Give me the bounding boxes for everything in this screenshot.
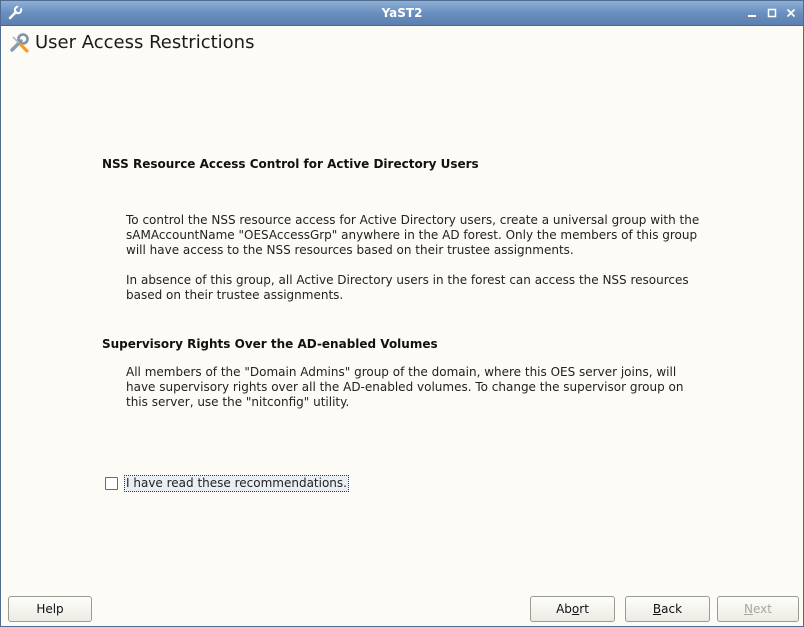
window-title: YaST2 bbox=[381, 6, 423, 20]
close-icon[interactable] bbox=[784, 6, 798, 20]
abort-mnemonic: o bbox=[571, 602, 580, 616]
back-mnemonic: B bbox=[652, 602, 662, 616]
recommendations-checkbox-label[interactable]: I have read these recommendations. bbox=[126, 476, 347, 490]
wrench-screwdriver-icon bbox=[7, 31, 31, 55]
help-button[interactable]: Help bbox=[8, 596, 92, 622]
abort-label-start: Ab bbox=[556, 602, 572, 616]
next-button[interactable] bbox=[717, 596, 799, 622]
abort-button[interactable] bbox=[530, 596, 615, 622]
back-button[interactable] bbox=[625, 596, 710, 622]
paragraph-nss-absence: In absence of this group, all Active Directory users in the forest can access the NSS resources based on their trustee assignments. bbox=[126, 273, 689, 302]
back-label-end: ack bbox=[661, 602, 683, 616]
recommendations-checkbox[interactable] bbox=[105, 477, 118, 490]
page-title: User Access Restrictions bbox=[35, 32, 255, 53]
paragraph-supervisory-rights: All members of the "Domain Admins" group of the domain, where this OES server joins, will have supervisory rights over all the AD-enabled volumes. To change the supervisor group on this server, use the "nitconfig" utility. bbox=[126, 365, 684, 409]
next-label-end: ext bbox=[753, 602, 772, 616]
minimize-icon[interactable] bbox=[745, 6, 759, 20]
next-mnemonic: N bbox=[744, 602, 753, 616]
title-bar[interactable] bbox=[1, 1, 803, 26]
section-heading-nss: NSS Resource Access Control for Active Directory Users bbox=[102, 157, 479, 171]
maximize-icon[interactable] bbox=[765, 6, 779, 20]
abort-label-end: rt bbox=[579, 602, 589, 616]
paragraph-nss-access-group: To control the NSS resource access for Active Directory users, create a universal group with the sAMAccountName "OESAccessGrp" anywhere in the AD forest. Only the members of this group will have access to the NSS resources based on their trustee assignments. bbox=[126, 213, 700, 257]
section-heading-supervisory: Supervisory Rights Over the AD-enabled Volumes bbox=[102, 337, 438, 351]
